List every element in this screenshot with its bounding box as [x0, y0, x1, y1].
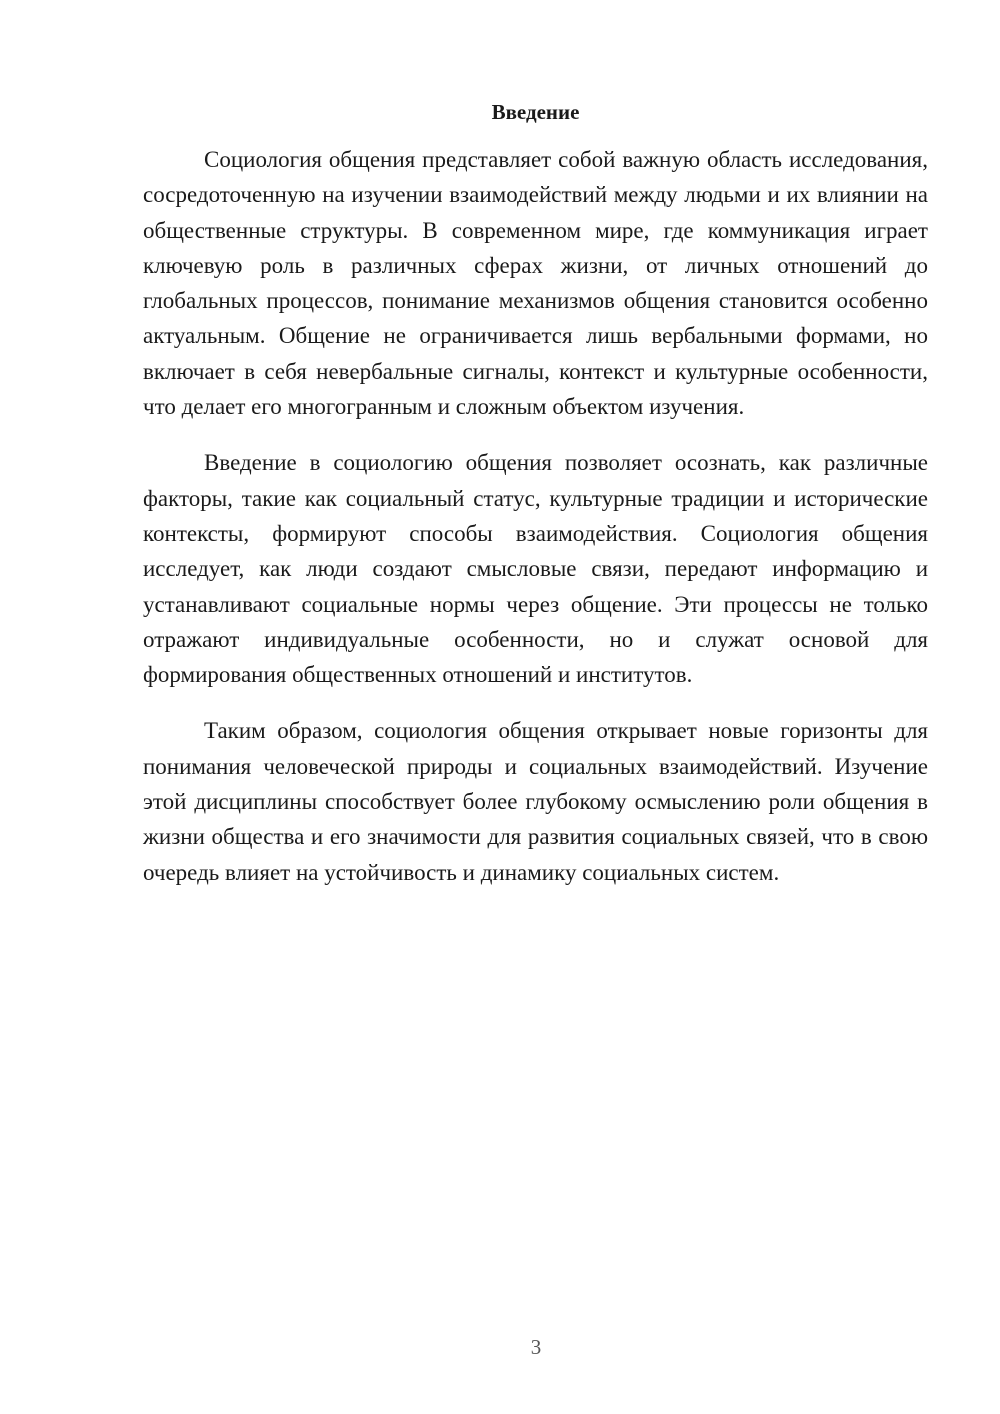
page-number: 3 — [530, 1335, 542, 1359]
paragraph-2: Введение в социологию общения позволяет осознать, как различные факторы, такие как социальный статус, культурные традиции и исторические контексты, формируют способы взаимодействия. Социология общения исследует, как люди создают смысловые связи, передают информацию и устанавливают социальные нормы через общение. Эти процессы не только отражают индивидуальные особенности, но и служат основой для формирования общественных отношений и институтов. — [143, 450, 928, 688]
page-title: Введение — [491, 100, 580, 124]
body-text — [143, 142, 928, 911]
paragraph-1: Социология общения представляет собой важную область исследования, сосредоточенную на изучении взаимодействий между людьми и их влиянии на общественные структуры. В современном мире, где коммуникация играет ключевую роль в различных сферах жизни, от личных отношений до глобальных процессов, понимание механизмов общения становится особенно актуальным. Общение не ограничивается лишь вербальными формами, но включает в себя невербальные сигналы, контекст и культурные особенности, что делает его многогранным и сложным объектом изучения. — [143, 147, 928, 420]
paragraph-3: Таким образом, социология общения открывает новые горизонты для понимания человеческой природы и социальных взаимодействий. Изучение этой дисциплины способствует более глубокому осмыслению роли общения в жизни общества и его значимости для развития социальных связей, что в свою очередь влияет на устойчивость и динамику социальных систем. — [143, 718, 928, 885]
